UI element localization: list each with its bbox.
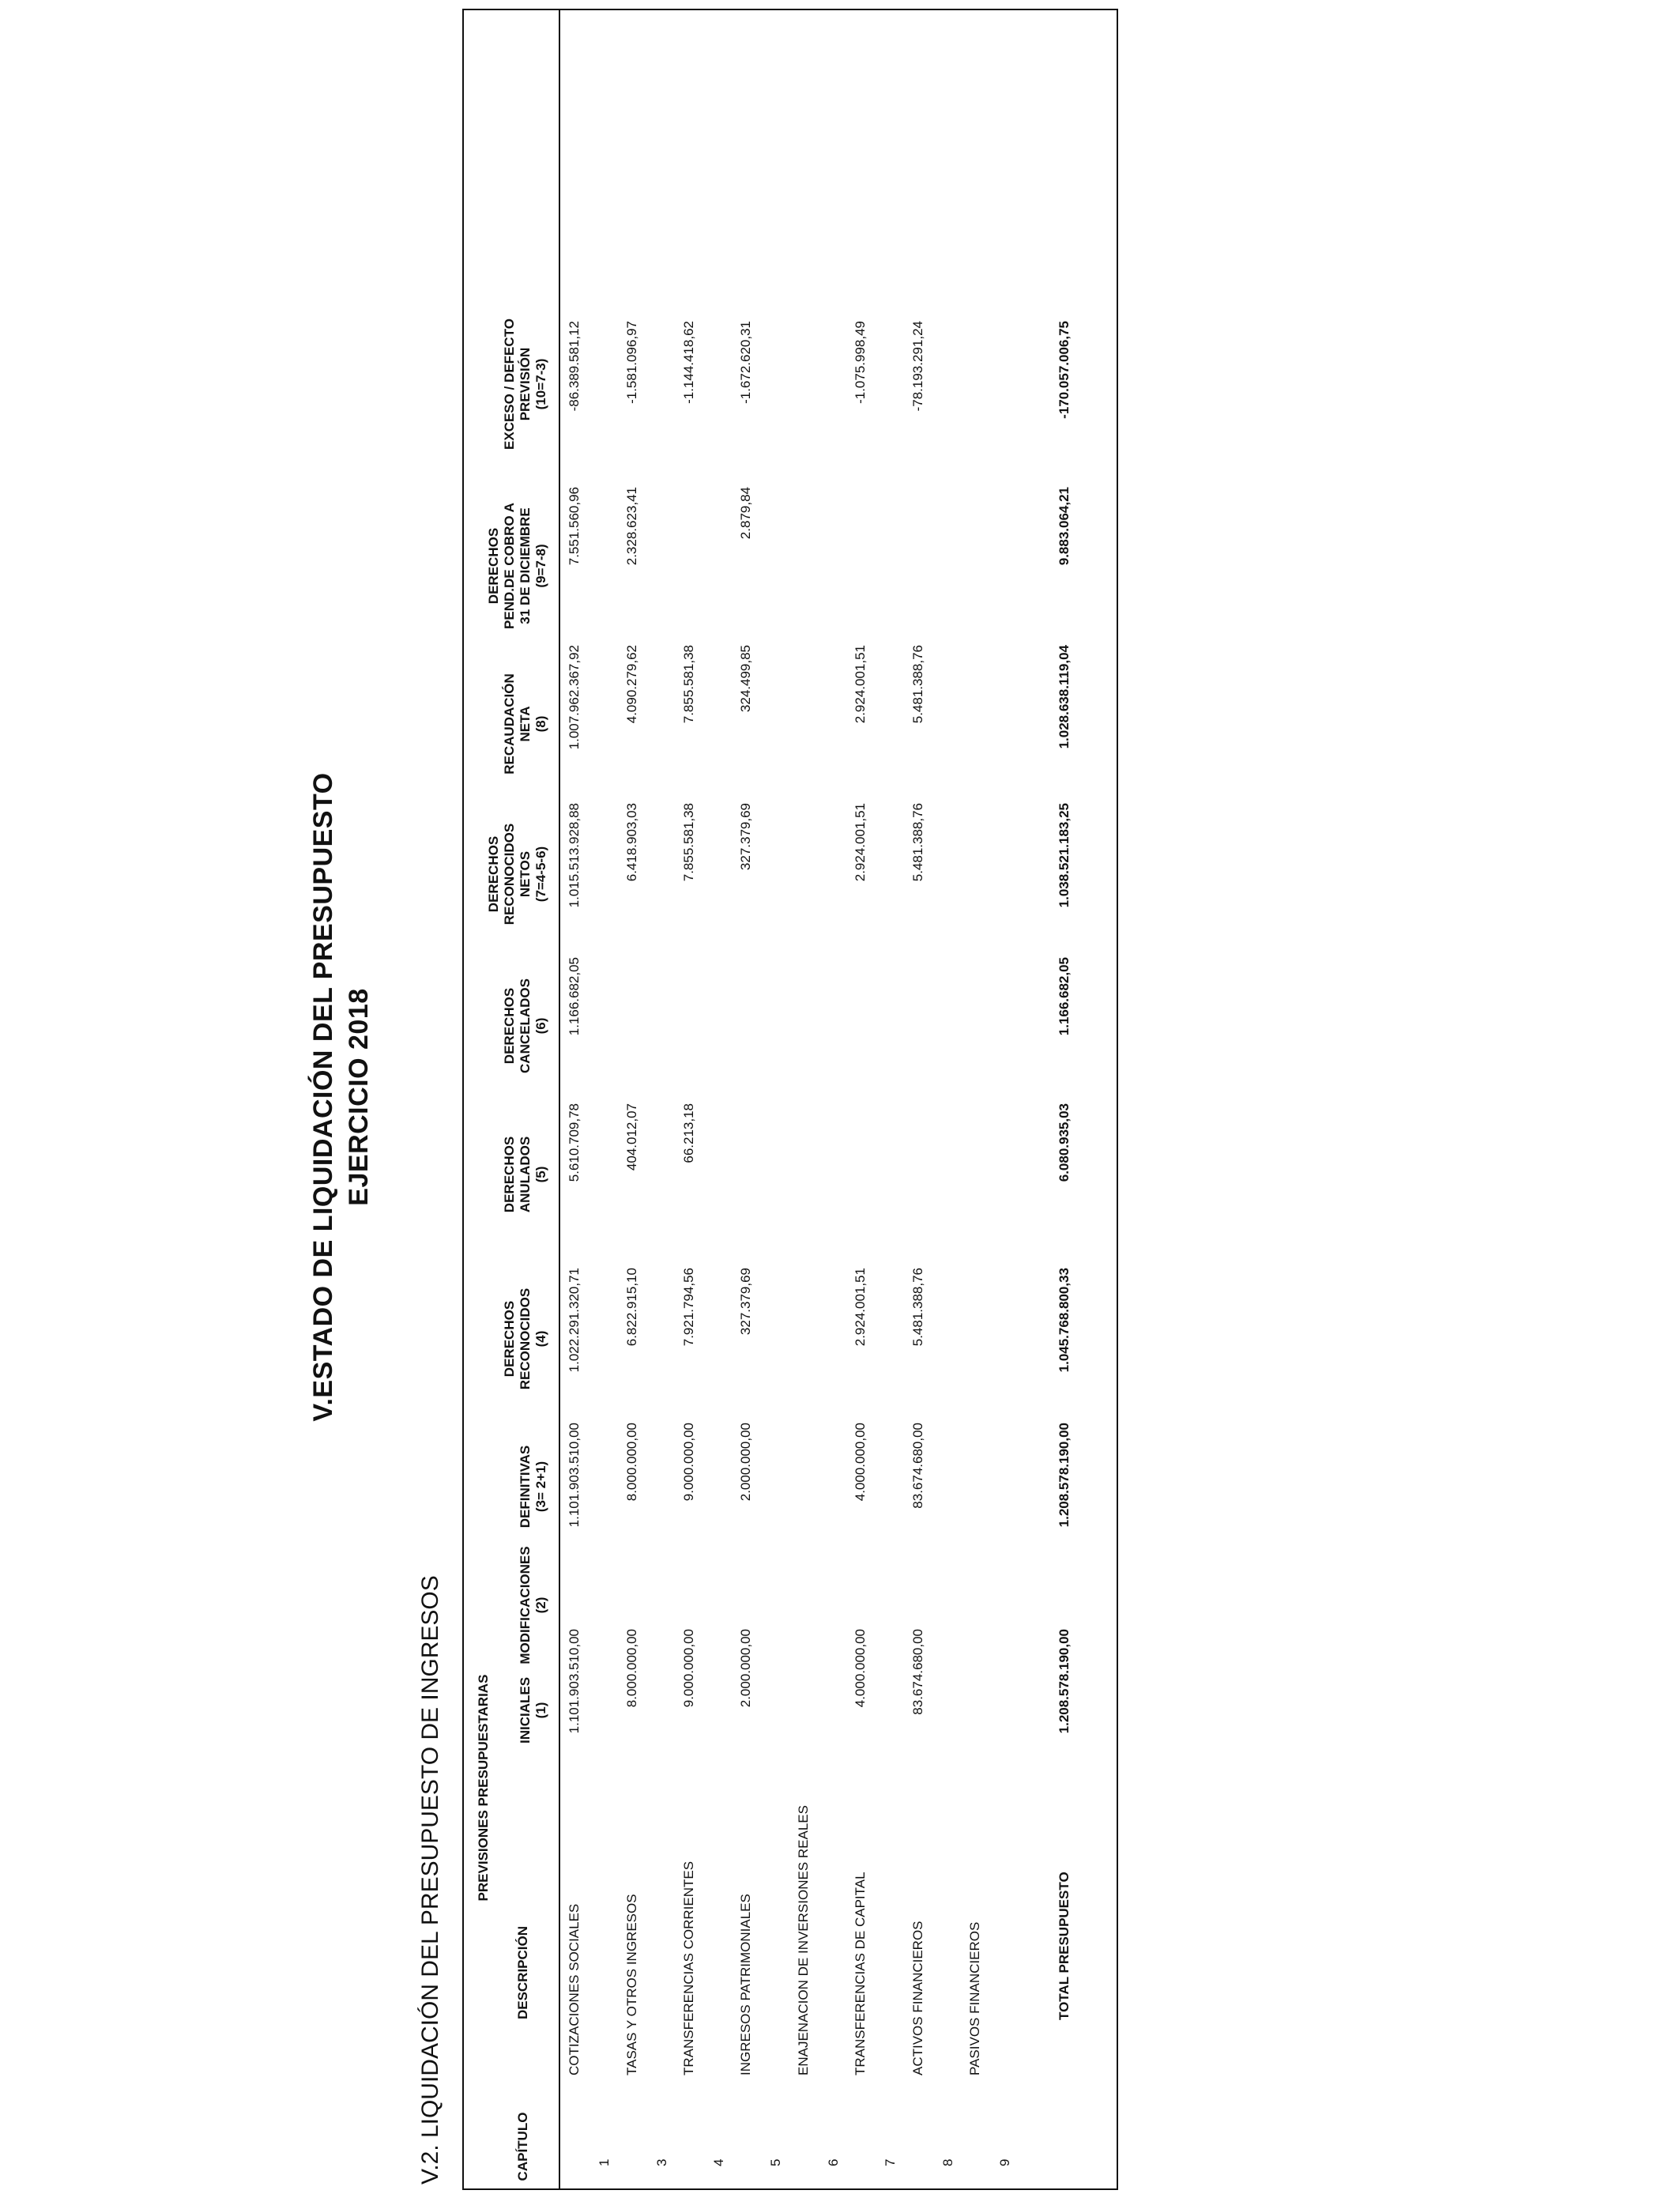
row-4-anulados: 66.213,18 xyxy=(681,1103,696,1163)
header-capitulo: CAPÍTULO xyxy=(515,2112,530,2181)
row-4-definitivas: 9.000.000,00 xyxy=(681,1423,696,1502)
row-8-definitivas: 83.674.680,00 xyxy=(910,1423,925,1509)
row-7-recaudacion: 2.924.001,51 xyxy=(853,645,868,724)
row-3-rec_netos: 6.418.903,03 xyxy=(624,803,639,882)
total-rec_netos: 1.038.521.183,25 xyxy=(1057,803,1072,908)
row-8-recaudacion: 5.481.388,76 xyxy=(910,645,925,724)
header-label-exceso: EXCESO / DEFECTO PREVISIÓN xyxy=(502,319,533,450)
header-label-anulados: DERECHOS ANULADOS xyxy=(502,1136,533,1213)
row-1-exceso: -86.389.581,12 xyxy=(567,321,582,412)
header-label-modificaciones: MODIFICACIONES xyxy=(518,1546,533,1664)
row-1-cancelados: 1.166.682,05 xyxy=(567,957,582,1036)
row-1-reconocidos: 1.022.291.320,71 xyxy=(567,1268,582,1373)
row-7-capitulo: 7 xyxy=(883,2158,898,2166)
row-7-exceso: -1.075.998,49 xyxy=(853,321,868,404)
row-8-iniciales: 83.674.680,00 xyxy=(910,1629,925,1715)
row-3-recaudacion: 4.090.279,62 xyxy=(624,645,639,724)
total-cancelados: 1.166.682,05 xyxy=(1057,957,1072,1036)
header-code-modificaciones: (2) xyxy=(533,1596,548,1614)
row-1-capitulo: 1 xyxy=(597,2158,612,2166)
header-cancelados xyxy=(502,947,549,1105)
row-5-recaudacion: 324.499,85 xyxy=(738,645,753,713)
header-definitivas xyxy=(518,1408,549,1566)
header-recaudacion xyxy=(502,645,549,803)
header-code-exceso: (10=7-3) xyxy=(533,358,548,410)
header-divider xyxy=(559,9,560,2190)
header-code-iniciales: (1) xyxy=(533,1702,548,1719)
total-anulados: 6.080.935,03 xyxy=(1057,1103,1072,1182)
row-5-descripcion: INGRESOS PATRIMONIALES xyxy=(738,1894,753,2075)
row-9-descripcion: PASIVOS FINANCIEROS xyxy=(967,1921,982,2075)
row-5-capitulo: 5 xyxy=(768,2158,783,2166)
row-5-exceso: -1.672.620,31 xyxy=(738,321,753,404)
header-rec_netos xyxy=(486,795,549,953)
row-1-definitivas: 1.101.903.510,00 xyxy=(567,1423,582,1528)
table-frame xyxy=(462,9,1118,2190)
row-4-descripcion: TRANSFERENCIAS CORRIENTES xyxy=(681,1860,696,2075)
row-5-definitivas: 2.000.000,00 xyxy=(738,1423,753,1502)
row-3-pendientes: 2.328.623,41 xyxy=(624,487,639,566)
row-8-exceso: -78.193.291,24 xyxy=(910,321,925,412)
total-pendientes: 9.883.064,21 xyxy=(1057,487,1072,566)
total-label: TOTAL PRESUPUESTO xyxy=(1057,1872,1072,2020)
row-1-rec_netos: 1.015.513.928,88 xyxy=(567,803,582,908)
header-code-anulados: (5) xyxy=(533,1166,548,1183)
row-1-iniciales: 1.101.903.510,00 xyxy=(567,1629,582,1734)
row-5-iniciales: 2.000.000,00 xyxy=(738,1629,753,1708)
header-label-recaudacion: RECAUDACIÓN NETA xyxy=(502,673,533,775)
row-4-capitulo: 4 xyxy=(711,2158,726,2166)
total-definitivas: 1.208.578.190,00 xyxy=(1057,1423,1072,1528)
header-code-pendientes: (9=7-8) xyxy=(533,544,548,588)
row-4-rec_netos: 7.855.581,38 xyxy=(681,803,696,882)
header-exceso xyxy=(502,305,549,463)
header-code-reconocidos: (4) xyxy=(533,1330,548,1348)
row-7-descripcion: TRANSFERENCIAS DE CAPITAL xyxy=(853,1872,868,2075)
total-reconocidos: 1.045.768.800,33 xyxy=(1057,1268,1072,1373)
header-label-definitivas: DEFINITIVAS xyxy=(518,1445,533,1529)
row-8-capitulo: 8 xyxy=(940,2158,955,2166)
row-4-reconocidos: 7.921.794,56 xyxy=(681,1268,696,1347)
row-1-pendientes: 7.551.560,96 xyxy=(567,487,582,566)
header-label-cancelados: DERECHOS CANCELADOS xyxy=(502,978,533,1073)
row-3-anulados: 404.012,07 xyxy=(624,1103,639,1171)
total-exceso: -170.057.006,75 xyxy=(1057,321,1072,419)
row-3-reconocidos: 6.822.915,10 xyxy=(624,1268,639,1347)
header-code-definitivas: (3= 2+1) xyxy=(533,1461,548,1513)
row-3-descripcion: TASAS Y OTROS INGRESOS xyxy=(624,1894,639,2075)
row-3-iniciales: 8.000.000,00 xyxy=(624,1629,639,1708)
row-7-rec_netos: 2.924.001,51 xyxy=(853,803,868,882)
header-code-cancelados: (6) xyxy=(533,1017,548,1035)
row-4-recaudacion: 7.855.581,38 xyxy=(681,645,696,724)
row-7-reconocidos: 2.924.001,51 xyxy=(853,1268,868,1347)
row-8-reconocidos: 5.481.388,76 xyxy=(910,1268,925,1347)
row-7-definitivas: 4.000.000,00 xyxy=(853,1423,868,1502)
row-5-reconocidos: 327.379,69 xyxy=(738,1268,753,1336)
row-6-capitulo: 6 xyxy=(826,2158,841,2166)
header-anulados xyxy=(502,1095,549,1253)
header-label-reconocidos: DERECHOS RECONOCIDOS xyxy=(502,1287,533,1390)
row-4-iniciales: 9.000.000,00 xyxy=(681,1629,696,1708)
header-label-rec_netos: DERECHOS RECONOCIDOS NETOS xyxy=(486,823,533,925)
section-subtitle: V.2. LIQUIDACIÓN DEL PRESUPUESTO DE INGRESOS xyxy=(417,1575,443,2185)
header-descripcion: DESCRIPCIÓN xyxy=(515,1925,530,2020)
total-recaudacion: 1.028.638.119,04 xyxy=(1057,645,1072,749)
report-year: EJERCICIO 2018 xyxy=(344,988,374,1206)
header-pendientes xyxy=(486,487,549,645)
report-title: V.ESTADO DE LIQUIDACIÓN DEL PRESUPUESTO xyxy=(308,772,338,1422)
row-3-capitulo: 3 xyxy=(654,2158,669,2166)
row-1-descripcion: COTIZACIONES SOCIALES xyxy=(567,1903,582,2075)
row-8-descripcion: ACTIVOS FINANCIEROS xyxy=(910,1921,925,2075)
header-label-iniciales: INICIALES xyxy=(518,1676,533,1744)
row-8-rec_netos: 5.481.388,76 xyxy=(910,803,925,882)
total-iniciales: 1.208.578.190,00 xyxy=(1057,1629,1072,1734)
header-code-recaudacion: (8) xyxy=(533,715,548,733)
header-reconocidos xyxy=(502,1260,549,1418)
group-header-previsiones: PREVISIONES PRESUPUESTARIAS xyxy=(476,1674,491,1902)
row-7-iniciales: 4.000.000,00 xyxy=(853,1629,868,1708)
row-9-capitulo: 9 xyxy=(997,2158,1012,2166)
row-5-pendientes: 2.879,84 xyxy=(738,487,753,540)
header-label-pendientes: DERECHOS PEND.DE COBRO A 31 DE DICIEMBRE xyxy=(486,503,533,629)
row-5-rec_netos: 327.379,69 xyxy=(738,803,753,871)
row-6-descripcion: ENAJENACION DE INVERSIONES REALES xyxy=(796,1805,811,2075)
row-1-recaudacion: 1.007.962.367,92 xyxy=(567,645,582,750)
header-code-rec_netos: (7=4-5-6) xyxy=(533,846,548,903)
row-1-anulados: 5.610.709,78 xyxy=(567,1103,582,1182)
row-3-definitivas: 8.000.000,00 xyxy=(624,1423,639,1502)
row-3-exceso: -1.581.096,97 xyxy=(624,321,639,404)
row-4-exceso: -1.144.418,62 xyxy=(681,321,696,404)
